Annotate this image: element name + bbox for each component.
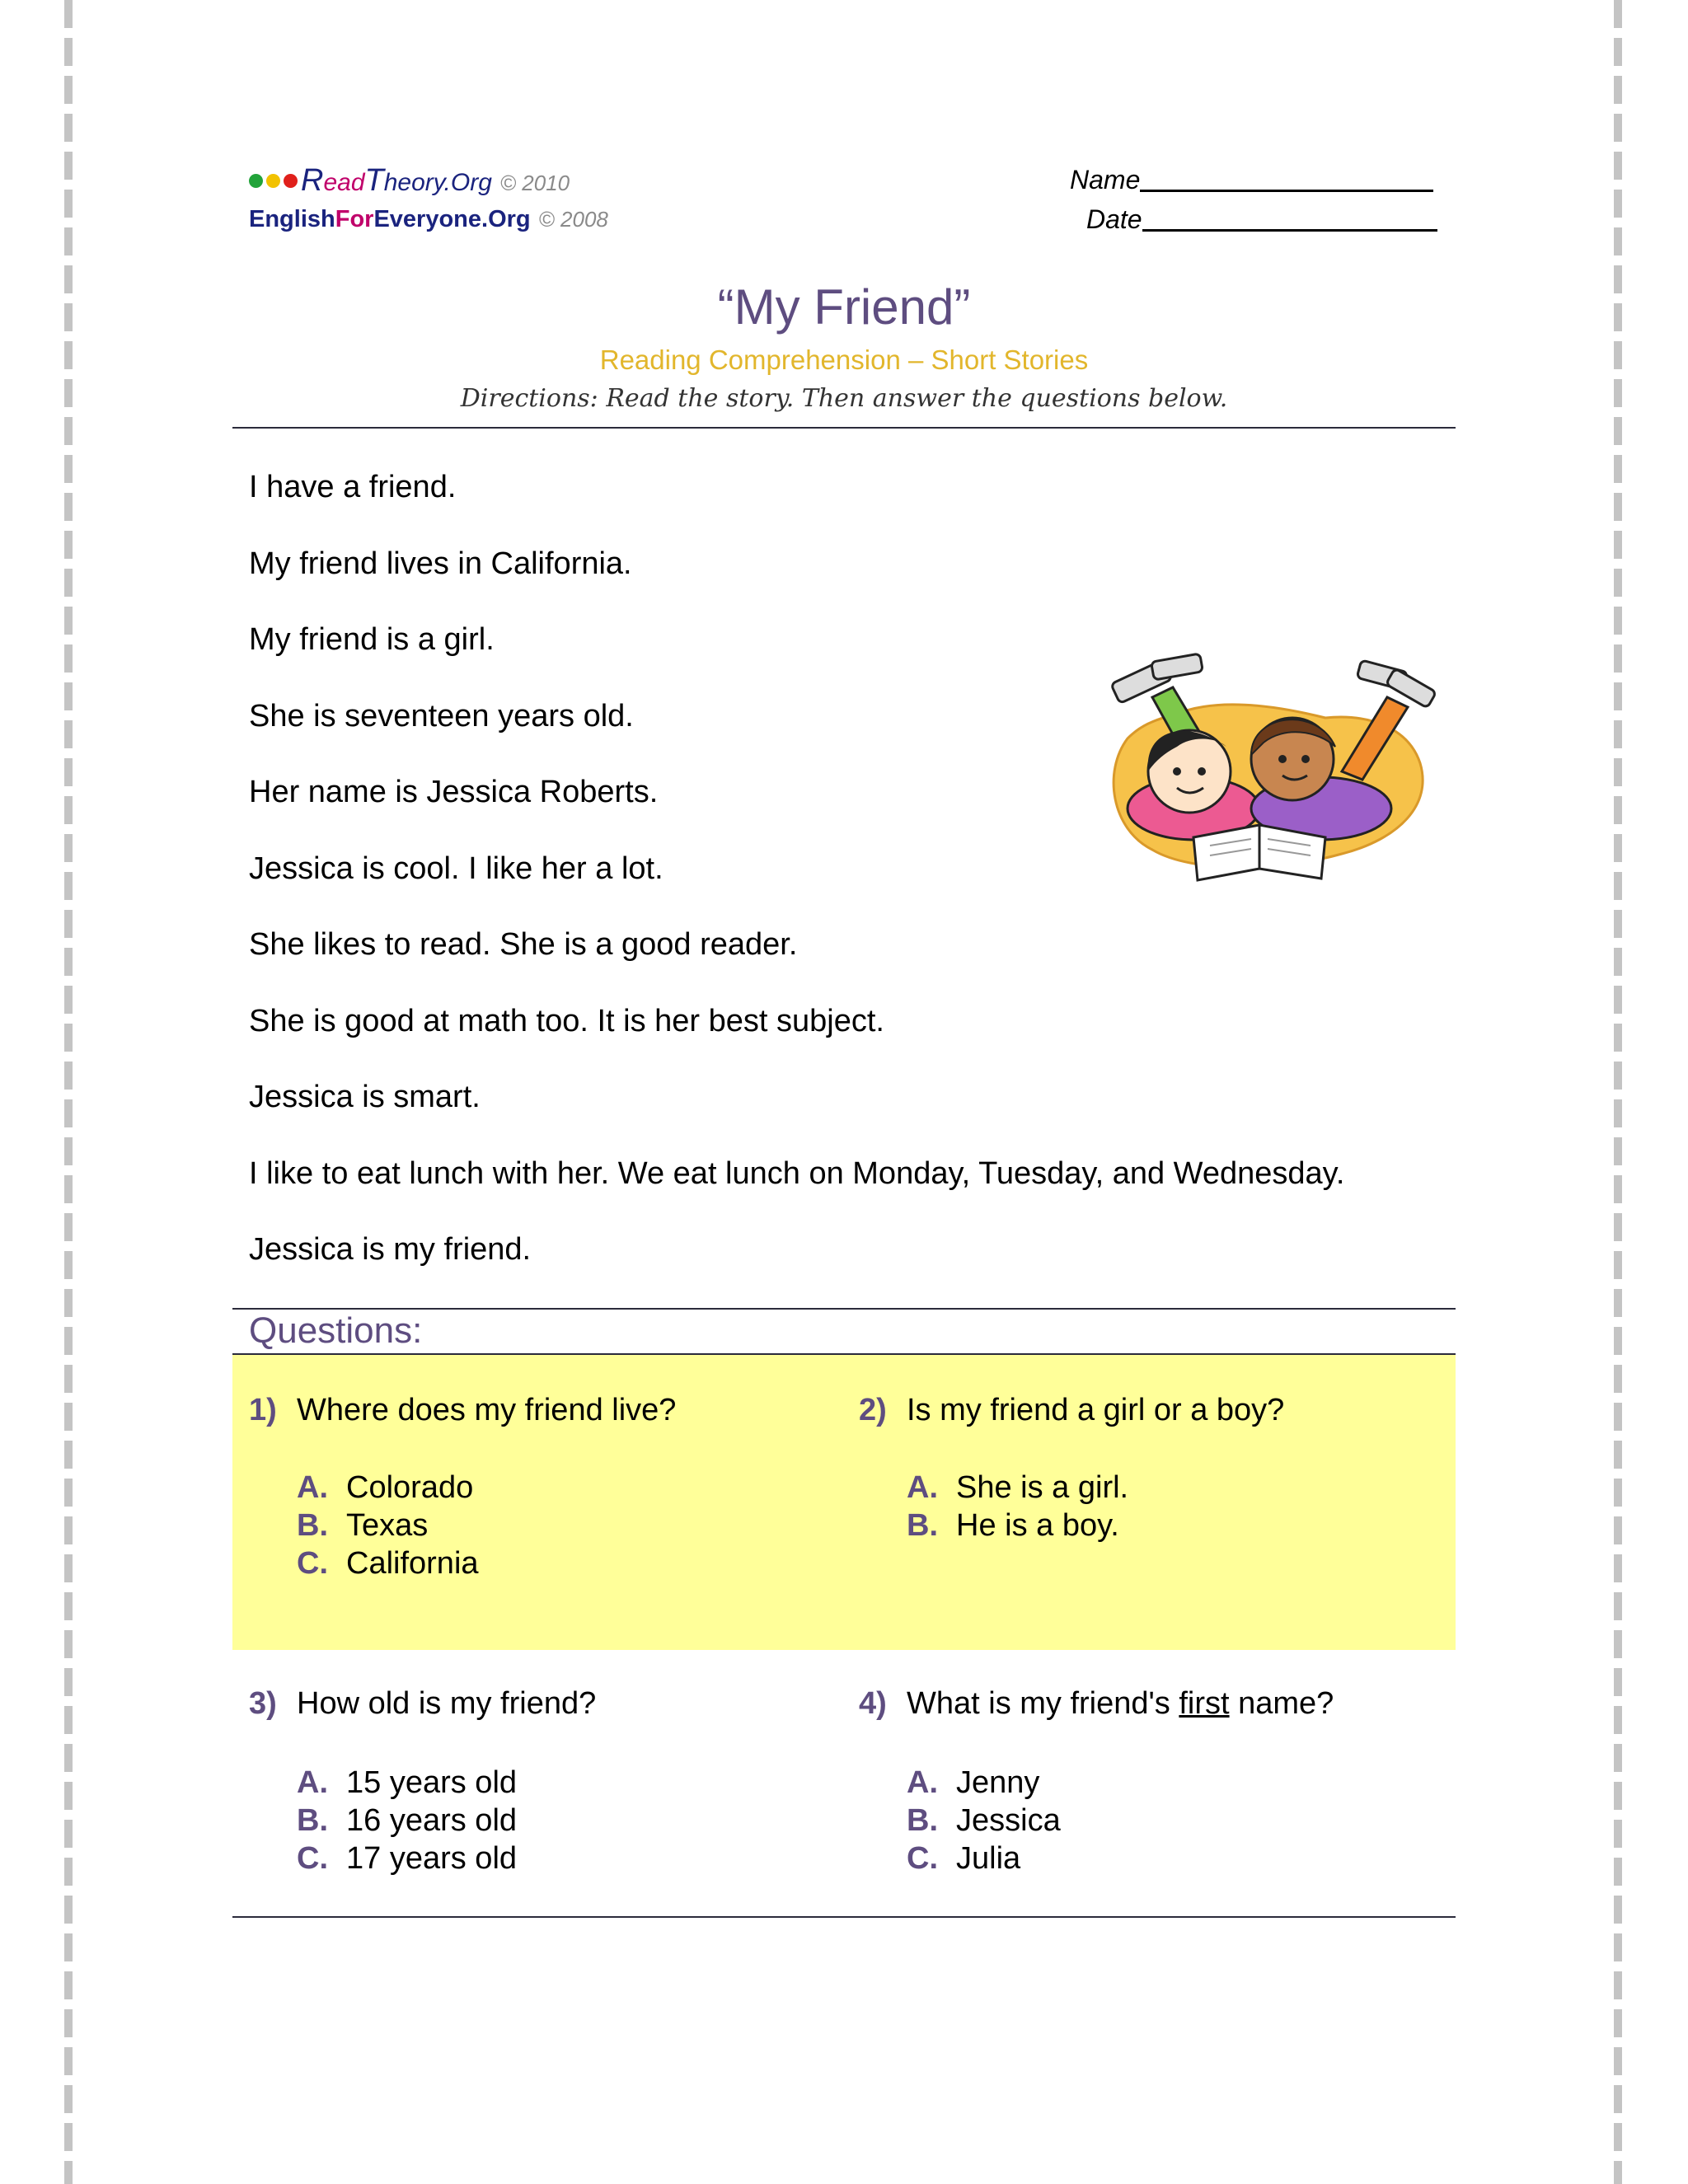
logo2-copyright: © 2008 <box>538 207 608 232</box>
readtheory-logo <box>249 163 570 199</box>
option-letter: C. <box>907 1841 938 1876</box>
question-4 <box>859 1686 1334 1722</box>
story-line: Jessica is my friend. <box>249 1232 532 1267</box>
answer-option[interactable] <box>297 1802 517 1840</box>
option-letter: A. <box>297 1765 328 1800</box>
logo-ead: ead <box>323 169 365 196</box>
option-text: Julia <box>956 1841 1021 1876</box>
story-line: I like to eat lunch with her. We eat lunch on Monday, Tuesday, and Wednesday. <box>249 1155 1345 1191</box>
story-line: Her name is Jessica Roberts. <box>249 775 659 809</box>
divider-questions-top <box>232 1308 1456 1310</box>
green-dot-icon <box>249 174 263 188</box>
logo-everyone: Everyone.Org <box>373 206 531 232</box>
question-text: Where does my friend live? <box>297 1393 677 1427</box>
red-dot-icon <box>284 174 298 188</box>
logo-letter-t: T <box>364 163 384 198</box>
directions: Directions: Read the story. Then answer the questions below. <box>460 384 1228 413</box>
page-title: “My Friend” <box>717 279 971 335</box>
story-line: She is good at math too. It is her best subject. <box>249 1003 884 1038</box>
story-line: My friend is a girl. <box>249 622 495 657</box>
question-text-before: What is my friend's <box>907 1686 1179 1721</box>
question-3 <box>249 1686 596 1722</box>
question-text-underlined: first <box>1179 1686 1230 1721</box>
answer-option[interactable] <box>297 1764 517 1802</box>
date-line[interactable] <box>1142 204 1437 232</box>
option-text: He is a boy. <box>956 1508 1119 1543</box>
logo-for: For <box>335 206 374 232</box>
option-text: Jessica <box>956 1803 1061 1838</box>
option-letter: A. <box>907 1470 938 1505</box>
option-text: 15 years old <box>346 1765 518 1800</box>
page-subtitle: Reading Comprehension – Short Stories <box>599 344 1089 375</box>
question-2 <box>859 1393 1284 1428</box>
question-number: 2) <box>859 1393 887 1427</box>
divider-bottom <box>232 1916 1456 1918</box>
story-line: Jessica is cool. I like her a lot. <box>249 851 663 886</box>
kids-reading-illustration <box>1095 648 1441 895</box>
answer-option[interactable] <box>297 1840 517 1877</box>
question-4-options <box>907 1764 1061 1877</box>
logo-english: English <box>249 206 335 232</box>
question-text-after: name? <box>1229 1686 1334 1721</box>
answer-option[interactable] <box>907 1469 1128 1507</box>
answer-option[interactable] <box>907 1802 1061 1840</box>
option-letter: B. <box>297 1508 328 1543</box>
answer-option[interactable] <box>907 1840 1061 1877</box>
date-label: Date <box>1086 204 1142 234</box>
question-number: 4) <box>859 1686 887 1721</box>
option-letter: B. <box>907 1508 938 1543</box>
option-text: Texas <box>346 1508 429 1543</box>
divider-top <box>232 427 1456 429</box>
answer-option[interactable] <box>907 1764 1061 1802</box>
yellow-dot-icon <box>266 174 280 188</box>
englishforeveryone-logo <box>249 206 608 233</box>
option-text: 16 years old <box>346 1803 518 1838</box>
option-letter: C. <box>297 1546 328 1581</box>
option-text: 17 years old <box>346 1841 518 1876</box>
logo-heory: heory.Org <box>383 169 492 196</box>
option-letter: B. <box>907 1803 938 1838</box>
story-line: My friend lives in California. <box>249 546 632 581</box>
story-line: She is seventeen years old. <box>249 698 634 733</box>
question-3-options <box>297 1764 517 1877</box>
question-1 <box>249 1393 676 1428</box>
question-number: 1) <box>249 1393 277 1427</box>
question-text: Is my friend a girl or a boy? <box>907 1393 1285 1427</box>
question-2-options <box>907 1469 1128 1544</box>
answer-option[interactable] <box>297 1469 479 1507</box>
option-text: California <box>346 1546 479 1581</box>
question-number: 3) <box>249 1686 277 1721</box>
name-label: Name <box>1070 165 1141 194</box>
answer-option[interactable] <box>297 1544 479 1582</box>
logo-letter-r: R <box>301 163 324 198</box>
option-text: Colorado <box>346 1470 474 1505</box>
story-line: She likes to read. She is a good reader. <box>249 927 798 962</box>
name-field[interactable] <box>1070 165 1433 195</box>
answer-option[interactable] <box>297 1507 479 1544</box>
date-field[interactable] <box>1086 204 1437 235</box>
option-letter: A. <box>907 1765 938 1800</box>
option-text: She is a girl. <box>956 1470 1129 1505</box>
option-letter: A. <box>297 1470 328 1505</box>
option-letter: C. <box>297 1841 328 1876</box>
logo1-copyright: © 2010 <box>499 171 570 195</box>
questions-heading: Questions: <box>249 1310 423 1351</box>
question-text: How old is my friend? <box>297 1686 597 1721</box>
name-line[interactable] <box>1140 165 1433 192</box>
story-line: I have a friend. <box>249 470 457 504</box>
story-line: Jessica is smart. <box>249 1080 481 1114</box>
option-letter: B. <box>297 1803 328 1838</box>
answer-option[interactable] <box>907 1507 1128 1544</box>
question-1-options <box>297 1469 479 1582</box>
option-text: Jenny <box>956 1765 1040 1800</box>
